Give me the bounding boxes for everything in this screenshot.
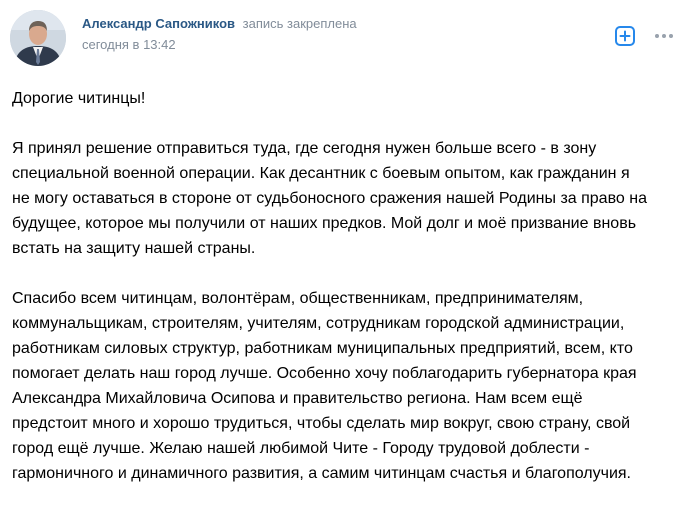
plus-square-icon — [613, 24, 637, 48]
post-paragraph-decision: Я принял решение отправиться туда, где сегодня нужен больше всего - в зону специальной военной операции. Как десантник с боевым опытом, как гражданин я не могу оставаться в стороне от судьбоносного сражения нашей Родины за право на будущее, которое мы получили от наших предков. Мой долг и моё призвание вновь встать на защиту нашей страны. — [12, 140, 647, 257]
post-paragraph-greeting: Дорогие читинцы! — [12, 90, 146, 107]
more-button[interactable] — [653, 26, 675, 46]
author-name[interactable]: Александр Сапожников — [82, 16, 236, 31]
avatar[interactable] — [10, 10, 66, 66]
avatar-photo — [10, 10, 66, 66]
post-paragraph-thanks: Спасибо всем читинцам, волонтёрам, общественникам, предпринимателям, коммунальщикам, строителям, учителям, сотрудникам городской администрации, работникам силовых структур, работникам муниципальных предприятий, всем, кто помогает делать наш город лучше. Особенно хочу поблагодарить губернатора края Александра Михайловича Осипова и правительство региона. Нам всем ещё предстоит много и хорошо трудиться, чтобы сделать мир вокруг, свою страну, свой город ещё лучше. Желаю нашей любимой Чите - Городу трудовой доблести - гармоничного и динамичного развития, а самим читинцам счастья и благополучия. — [12, 290, 637, 482]
post-date[interactable]: сегодня в 13:42 — [82, 37, 176, 52]
pinned-label: запись закреплена — [242, 16, 357, 31]
post-text — [12, 86, 678, 511]
subscribe-button[interactable] — [613, 24, 637, 48]
more-dots-icon — [653, 26, 675, 46]
post-header — [82, 15, 357, 33]
